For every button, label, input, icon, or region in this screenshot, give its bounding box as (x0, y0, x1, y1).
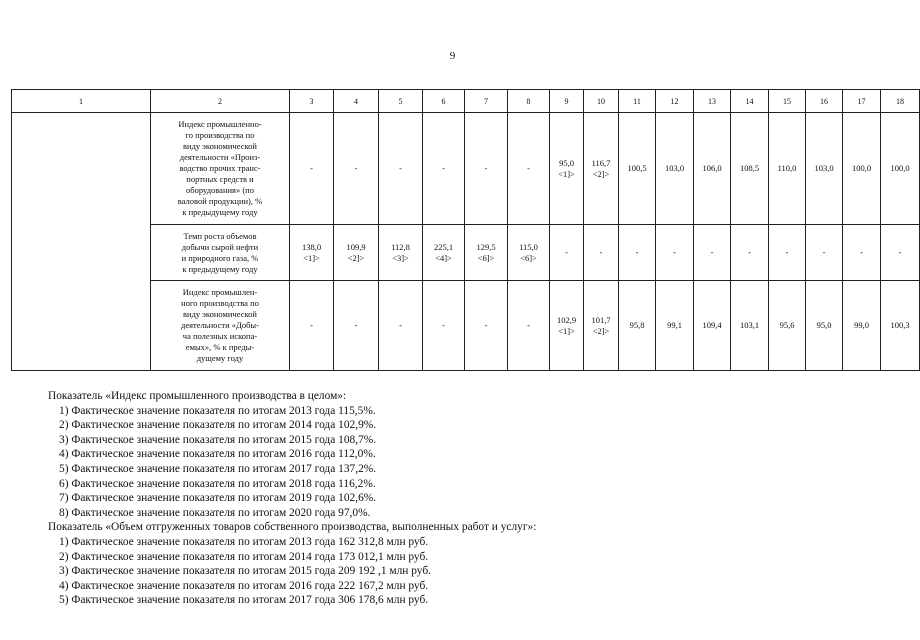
column-header: 6 (423, 90, 465, 113)
value-cell: 112,8 <3]> (379, 225, 423, 281)
note-heading: Показатель «Индекс промышленного производства в целом»: (48, 390, 347, 402)
notes-section (48, 389, 868, 608)
column-header: 10 (584, 90, 619, 113)
indicator-name-cell (151, 225, 290, 281)
note-item: 1) Фактическое значение показателя по итогам 2013 года 162 312,8 млн руб. (59, 535, 429, 548)
column-header: 14 (731, 90, 769, 113)
value-cell: 106,0 (694, 113, 731, 225)
indicator-name-line: виду экономической (183, 141, 257, 151)
indicator-table (11, 89, 920, 371)
indicator-name-line: ного производства по (181, 298, 259, 308)
indicator-name-line: добычи сырой нефти (181, 241, 259, 252)
column-header: 8 (508, 90, 550, 113)
note-item: 3) Фактическое значение показателя по итогам 2015 года 209 192 ,1 млн руб. (59, 565, 431, 578)
value-cell: - (508, 281, 550, 371)
column-header: 4 (334, 90, 379, 113)
note-item: 2) Фактическое значение показателя по итогам 2014 года 102,9%. (59, 419, 377, 432)
column-header: 13 (694, 90, 731, 113)
indicator-name-line: Индекс промышлен- (182, 287, 258, 297)
column-header: 9 (550, 90, 584, 113)
column-header: 7 (465, 90, 508, 113)
indicator-name-line: к предыдущему году (182, 207, 258, 217)
value-cell: - (423, 113, 465, 225)
value-cell: - (465, 281, 508, 371)
value-cell: 103,0 (806, 113, 843, 225)
value-cell: - (769, 225, 806, 281)
indicator-name-line: деятельности «Добы- (181, 320, 259, 330)
value-cell: - (379, 281, 423, 371)
column-header: 5 (379, 90, 423, 113)
value-cell: - (806, 225, 843, 281)
indicator-name-line: деятельности «Произ- (179, 152, 261, 162)
value-cell: 95,8 (619, 281, 656, 371)
indicator-name-line: и природного газа, % (181, 252, 259, 263)
column-header: 17 (843, 90, 881, 113)
note-item: 5) Фактическое значение показателя по итогам 2017 года 137,2%. (59, 462, 377, 475)
row-group-cell (12, 113, 151, 371)
value-cell: - (334, 113, 379, 225)
note-item: 2) Фактическое значение показателя по итогам 2014 года 173 012,1 млн руб. (59, 550, 429, 563)
indicator-name-line: ча полезных ископа- (182, 331, 258, 341)
value-cell: 225,1 <4]> (423, 225, 465, 281)
indicator-name-line: Индекс промышленно- (178, 119, 262, 129)
value-cell: - (843, 225, 881, 281)
value-cell: 100,0 (843, 113, 881, 225)
note-item: 6) Фактическое значение показателя по итогам 2018 года 116,2%. (59, 477, 376, 490)
column-header: 1 (12, 90, 151, 113)
value-cell: - (881, 225, 920, 281)
value-cell: 109,9 <2]> (334, 225, 379, 281)
value-cell: 100,3 (881, 281, 920, 371)
indicator-name-line: водство прочих транс- (179, 163, 261, 173)
note-heading: Показатель «Объем отгруженных товаров собственного производства, выполненных работ и услуг»: (48, 521, 537, 534)
value-cell: 95,6 (769, 281, 806, 371)
column-header: 15 (769, 90, 806, 113)
column-header: 11 (619, 90, 656, 113)
value-cell: - (290, 113, 334, 225)
value-cell: 138,0 <1]> (290, 225, 334, 281)
value-cell: 99,0 (843, 281, 881, 371)
column-header: 18 (881, 90, 920, 113)
value-cell: - (656, 225, 694, 281)
indicator-name-line: валовой продукции), % (177, 196, 263, 206)
value-cell: - (550, 225, 584, 281)
indicator-name-line: портных средств и (186, 174, 254, 184)
indicator-name-line: Темп роста объемов (183, 230, 257, 241)
value-cell: 99,1 (656, 281, 694, 371)
value-cell: 103,1 (731, 281, 769, 371)
table-row (12, 113, 920, 225)
value-cell: - (731, 225, 769, 281)
indicator-name-line: го производства по (185, 130, 255, 140)
value-cell: - (290, 281, 334, 371)
column-header: 12 (656, 90, 694, 113)
value-cell: 95,0 (806, 281, 843, 371)
value-cell: - (619, 225, 656, 281)
value-cell: 100,0 (881, 113, 920, 225)
value-cell: - (423, 281, 465, 371)
value-cell: 110,0 (769, 113, 806, 225)
indicator-name-line: емых», % к преды- (185, 342, 255, 352)
indicator-name-line: к предыдущему году (182, 263, 258, 274)
column-header: 3 (290, 90, 334, 113)
note-item: 4) Фактическое значение показателя по итогам 2016 года 112,0%. (59, 448, 376, 461)
value-cell: 103,0 (656, 113, 694, 225)
table-header-row (12, 90, 920, 113)
value-cell: - (694, 225, 731, 281)
note-item: 8) Фактическое значение показателя по итогам 2020 года 97,0%. (59, 506, 371, 519)
indicator-name-cell (151, 281, 290, 371)
column-header: 16 (806, 90, 843, 113)
indicator-name-cell (151, 113, 290, 225)
value-cell: 116,7 <2]> (584, 113, 619, 225)
note-item: 5) Фактическое значение показателя по итогам 2017 года 306 178,6 млн руб. (59, 594, 429, 607)
value-cell: 100,5 (619, 113, 656, 225)
note-item: 4) Фактическое значение показателя по итогам 2016 года 222 167,2 млн руб. (59, 579, 429, 592)
column-header: 2 (151, 90, 290, 113)
note-item: 3) Фактическое значение показателя по итогам 2015 года 108,7%. (59, 433, 377, 446)
note-item: 7) Фактическое значение показателя по итогам 2019 года 102,6%. (59, 492, 377, 505)
value-cell: - (379, 113, 423, 225)
value-cell: 109,4 (694, 281, 731, 371)
value-cell: - (465, 113, 508, 225)
value-cell: - (584, 225, 619, 281)
value-cell: 95,0 <1]> (550, 113, 584, 225)
value-cell: - (508, 113, 550, 225)
page-number: 9 (449, 50, 456, 62)
value-cell: 108,5 (731, 113, 769, 225)
value-cell: 102,9 <1]> (550, 281, 584, 371)
indicator-name-line: виду экономической (183, 309, 257, 319)
indicator-name-line: оборудования» (по (186, 185, 254, 195)
note-item: 1) Фактическое значение показателя по итогам 2013 года 115,5%. (59, 404, 376, 417)
indicator-name-line: дущему году (196, 353, 244, 363)
value-cell: - (334, 281, 379, 371)
value-cell: 115,0 <6]> (508, 225, 550, 281)
value-cell: 129,5 <6]> (465, 225, 508, 281)
value-cell: 101,7 <2]> (584, 281, 619, 371)
